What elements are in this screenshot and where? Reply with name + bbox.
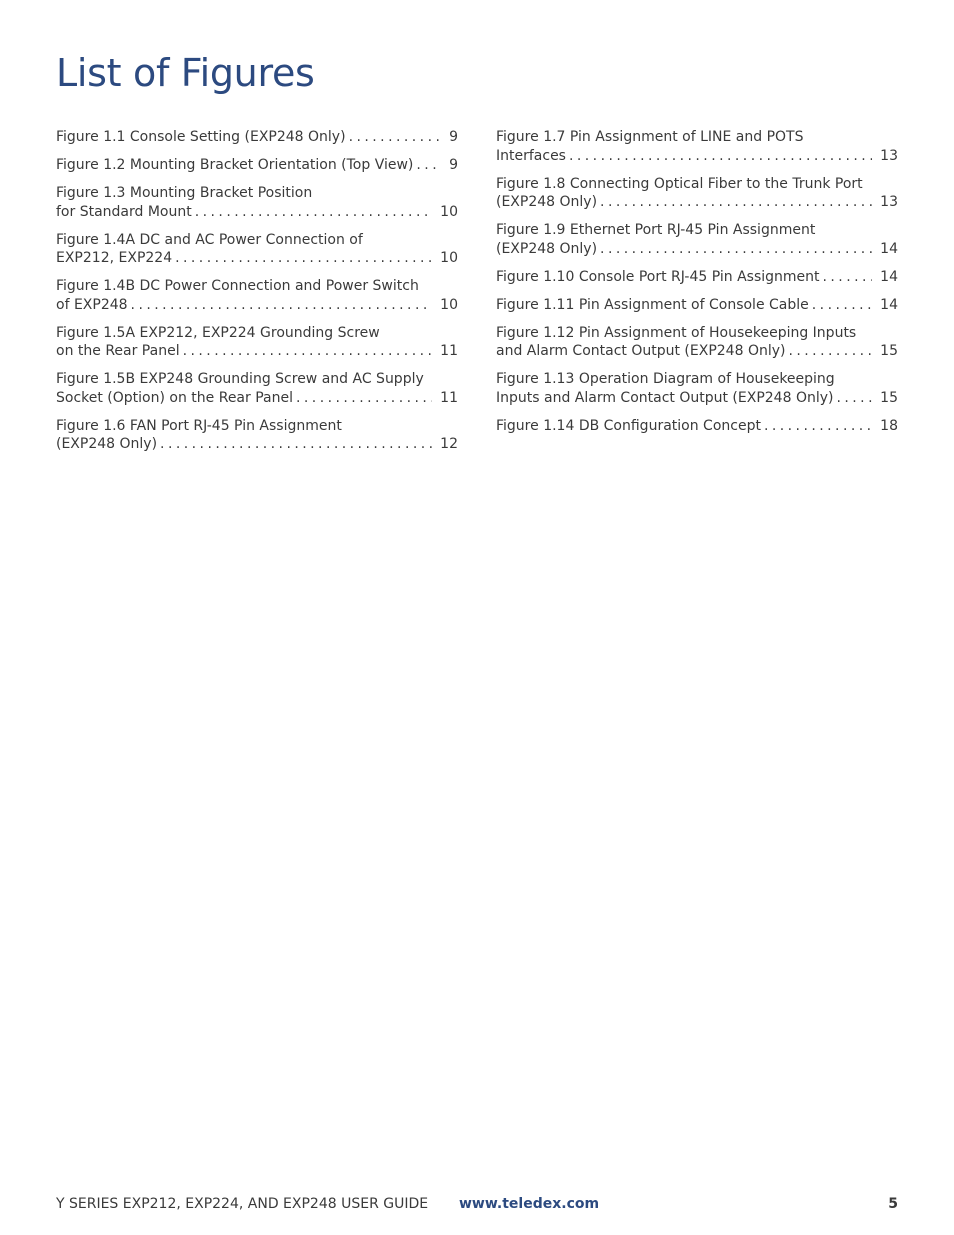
toc-page-number: 11 [440, 389, 458, 406]
dot-leader [764, 417, 872, 436]
dot-leader [600, 193, 872, 212]
toc-entry-title: Figure 1.14 DB Configuration Concept [496, 417, 761, 434]
dot-leader [195, 203, 432, 222]
dot-leader [183, 342, 433, 361]
dot-leader [416, 156, 440, 175]
toc-entry-title: (EXP248 Only) [56, 436, 158, 452]
toc-entry[interactable] [56, 277, 458, 314]
toc-entry-title-line: Figure 1.12 Pin Assignment of Housekeeping Inputs [496, 324, 857, 341]
toc-page-number: 12 [440, 436, 458, 452]
toc-page-number: 10 [440, 296, 458, 313]
toc-entry-title: (EXP248 Only) [496, 240, 598, 257]
toc-page-number: 15 [880, 389, 898, 406]
page-title: List of Figures [56, 51, 315, 95]
dot-leader [160, 435, 432, 454]
toc-entry[interactable] [496, 324, 898, 361]
toc-page-number: 13 [880, 147, 898, 164]
dot-leader [600, 240, 872, 259]
toc-entry-title: Socket (Option) on the Rear Panel [56, 389, 293, 406]
toc-entry-title: and Alarm Contact Output (EXP248 Only) [496, 343, 786, 359]
toc-entry[interactable] [56, 417, 458, 454]
toc-entry-title: Interfaces [496, 147, 566, 164]
toc-entry-title: EXP212, EXP224 [56, 250, 173, 266]
footer-page-number: 5 [888, 1196, 898, 1212]
toc-page-number: 14 [880, 240, 898, 257]
toc-entry-title: on the Rear Panel [56, 343, 180, 359]
toc-page-number: 9 [449, 157, 458, 173]
toc-entry[interactable] [56, 324, 458, 361]
toc-entry-title-line: Figure 1.8 Connecting Optical Fiber to the Trunk Port [496, 175, 863, 192]
dot-leader [812, 296, 872, 315]
toc-entry[interactable] [56, 156, 458, 175]
toc-page-number: 11 [440, 343, 458, 359]
dot-leader [569, 147, 872, 166]
toc-entry[interactable] [56, 231, 458, 268]
toc-entry-title-line: Figure 1.6 FAN Port RJ-45 Pin Assignment [56, 417, 342, 434]
toc-entry-title: Figure 1.2 Mounting Bracket Orientation (Top View) [56, 157, 414, 173]
toc-entry[interactable] [56, 370, 458, 407]
dot-leader [823, 268, 873, 287]
toc-page-number: 13 [880, 194, 898, 210]
toc-page-number: 10 [440, 203, 458, 220]
toc-entry[interactable] [496, 128, 898, 165]
toc-entry[interactable] [496, 268, 898, 287]
footer-guide-title: Y SERIES EXP212, EXP224, AND EXP248 USER GUIDE [56, 1196, 429, 1212]
dot-leader [175, 249, 432, 268]
toc-entry-title: Figure 1.1 Console Setting (EXP248 Only) [56, 129, 346, 145]
toc-entry-title: (EXP248 Only) [496, 194, 598, 210]
footer-website-link[interactable]: www.teledex.com [459, 1196, 600, 1212]
page-footer [56, 1195, 898, 1213]
toc-column-right [496, 128, 898, 445]
toc-entry-title-line: Figure 1.5A EXP212, EXP224 Grounding Screw [56, 324, 380, 341]
toc-entry[interactable] [496, 175, 898, 212]
toc-entry-title-line: Figure 1.9 Ethernet Port RJ-45 Pin Assignment [496, 222, 816, 238]
toc-page-number: 18 [880, 417, 898, 434]
toc-page-number: 9 [449, 129, 458, 145]
toc-entry[interactable] [496, 221, 898, 258]
toc-entry-title: Figure 1.11 Pin Assignment of Console Cable [496, 296, 809, 313]
toc-entry[interactable] [496, 296, 898, 315]
dot-leader [836, 389, 872, 408]
toc-entry-title-line: Figure 1.4A DC and AC Power Connection of [56, 231, 363, 248]
toc-entry-title-line: Figure 1.5B EXP248 Grounding Screw and AC Supply [56, 371, 424, 387]
toc-entry-title-line: Figure 1.7 Pin Assignment of LINE and POTS [496, 129, 804, 145]
toc-entry-title-line: Figure 1.3 Mounting Bracket Position [56, 185, 313, 201]
toc-entry[interactable] [56, 128, 458, 147]
toc-entry-title: Inputs and Alarm Contact Output (EXP248 Only) [496, 389, 834, 406]
toc-page-number: 10 [440, 250, 458, 266]
toc-column-left [56, 128, 458, 463]
toc-entry[interactable] [496, 370, 898, 407]
toc-page-number: 14 [880, 296, 898, 313]
toc-entry-title: Figure 1.10 Console Port RJ-45 Pin Assignment [496, 268, 820, 285]
dot-leader [788, 342, 872, 361]
toc-entry-title-line: Figure 1.13 Operation Diagram of Housekeeping [496, 371, 835, 387]
toc-page-number: 14 [880, 268, 898, 285]
toc-entry[interactable] [496, 417, 898, 436]
dot-leader [131, 296, 433, 315]
toc-entry[interactable] [56, 184, 458, 221]
toc-page-number: 15 [880, 343, 898, 359]
dot-leader [349, 128, 440, 147]
toc-entry-title: for Standard Mount [56, 203, 192, 220]
toc-entry-title: of EXP248 [56, 296, 128, 313]
toc-entry-title-line: Figure 1.4B DC Power Connection and Power Switch [56, 278, 419, 294]
dot-leader [296, 389, 432, 408]
